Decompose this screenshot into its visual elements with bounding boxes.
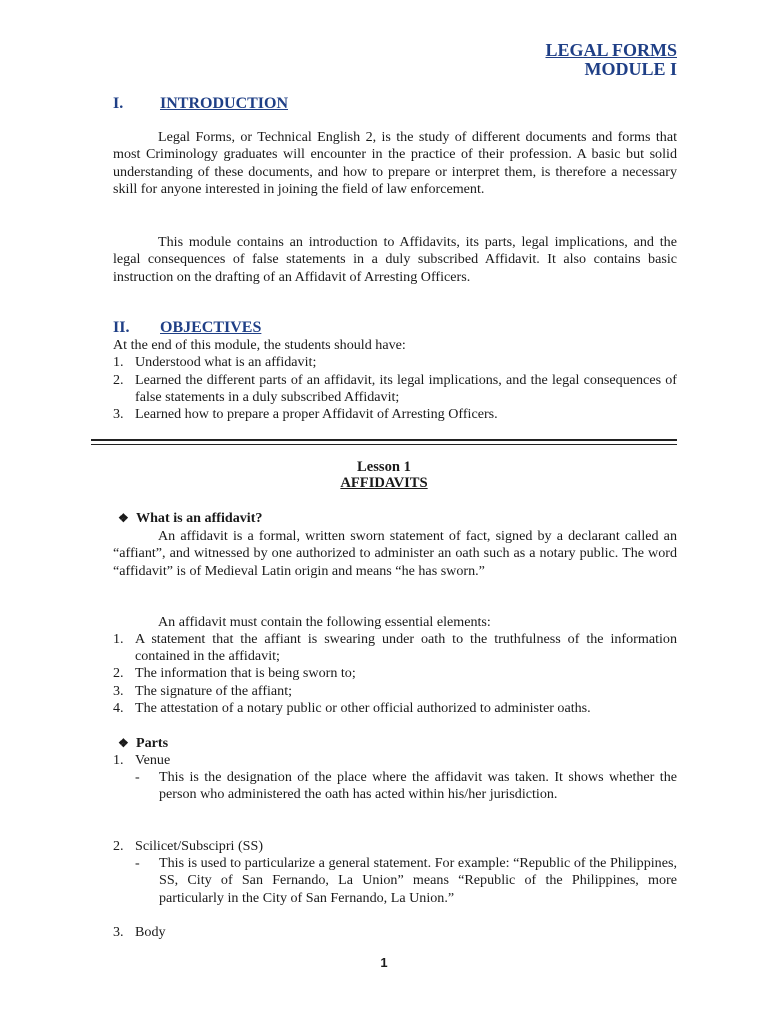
part-description <box>135 855 677 907</box>
item-number: 3. <box>113 683 124 699</box>
item-text: Body <box>135 924 166 940</box>
lesson-title: AFFIDAVITS <box>340 475 428 491</box>
objectives-lead: At the end of this module, the students should have: <box>113 337 406 353</box>
item-number: 2. <box>113 372 124 388</box>
elements-lead: An affidavit must contain the following essential elements: <box>158 614 491 630</box>
item-text: The information that is being sworn to; <box>135 665 356 681</box>
description-text: This is used to particularize a general statement. For example: “Republic of the Philippines, SS, City of San Fernando, La Union” means “Republic of the Philippines, more particularly in the City of San Fernando, La Union.” <box>159 855 677 906</box>
item-text: Venue <box>135 752 171 768</box>
part-description <box>135 769 677 804</box>
item-number: 2. <box>113 665 124 681</box>
description-text: This is the designation of the place where the affidavit was taken. It shows whether the person who administered the oath has acted within his/her jurisdiction. <box>159 769 677 803</box>
dash-marker: - <box>135 855 140 871</box>
item-number: 4. <box>113 700 124 716</box>
item-number: 3. <box>113 406 124 422</box>
lesson-label: Lesson 1 <box>357 459 411 475</box>
divider-thin <box>91 444 677 445</box>
section-introduction-heading <box>113 95 288 113</box>
list-item <box>113 700 677 717</box>
section-title: INTRODUCTION <box>160 95 289 112</box>
item-text: The attestation of a notary public or other official authorized to administer oaths. <box>135 700 591 716</box>
list-item <box>113 406 677 423</box>
item-number: 2. <box>113 838 124 854</box>
list-item <box>113 631 677 666</box>
part-item-venue <box>113 752 677 769</box>
subheading-text: What is an affidavit? <box>136 510 263 526</box>
list-item <box>113 665 677 682</box>
list-item <box>113 354 677 371</box>
header-title: LEGAL FORMS <box>545 40 677 60</box>
subheading-text: Parts <box>136 735 169 751</box>
section-number: I. <box>113 95 124 112</box>
intro-paragraph-2: This module contains an introduction to Affidavits, its parts, legal implications, and the legal consequences of false statements in a duly subscribed Affidavit. It also contains basic instruction on the drafting of an Affidavit of Arresting Officers. <box>113 234 677 285</box>
list-item <box>113 372 677 407</box>
subheading-what-is-affidavit <box>118 510 262 527</box>
section-number: II. <box>113 319 130 336</box>
dash-marker: - <box>135 769 140 785</box>
item-number: 3. <box>113 924 124 940</box>
item-number: 1. <box>113 752 124 768</box>
item-text: The signature of the affiant; <box>135 683 293 699</box>
item-text: Understood what is an affidavit; <box>135 354 317 370</box>
section-objectives-heading <box>113 319 261 337</box>
item-text: Learned how to prepare a proper Affidavit of Arresting Officers. <box>135 406 498 422</box>
item-text: A statement that the affiant is swearing under oath to the truthfulness of the information contained in the affidavit; <box>135 631 677 665</box>
part-item-scilicet <box>113 838 677 855</box>
divider-thick <box>91 439 677 441</box>
diamond-bullet-icon: ❖ <box>118 511 129 525</box>
section-title: OBJECTIVES <box>160 319 262 336</box>
page-number: 1 <box>380 955 388 970</box>
list-item <box>113 683 677 700</box>
subheading-parts <box>118 735 168 752</box>
item-number: 1. <box>113 631 124 647</box>
affidavit-definition: An affidavit is a formal, written sworn statement of fact, signed by a declarant called an “affiant”, and witnessed by one authorized to administer an oath such as a notary public. The word “affidavit” is of Medieval Latin origin and means “he has sworn.” <box>113 528 677 579</box>
part-item-body <box>113 924 677 941</box>
item-text: Learned the different parts of an affidavit, its legal implications, and the legal consequences of false statements in a duly subscribed Affidavit; <box>135 372 677 406</box>
intro-paragraph-1: Legal Forms, or Technical English 2, is the study of different documents and forms that most Criminology graduates will encounter in the practice of their profession. A basic but solid understanding of these documents, and how to prepare or interpret them, is therefore a necessary skill for anyone interested in joining the field of law enforcement. <box>113 129 677 198</box>
item-number: 1. <box>113 354 124 370</box>
header-module: MODULE I <box>584 59 677 79</box>
diamond-bullet-icon: ❖ <box>118 736 129 750</box>
item-text: Scilicet/Subscipri (SS) <box>135 838 264 854</box>
